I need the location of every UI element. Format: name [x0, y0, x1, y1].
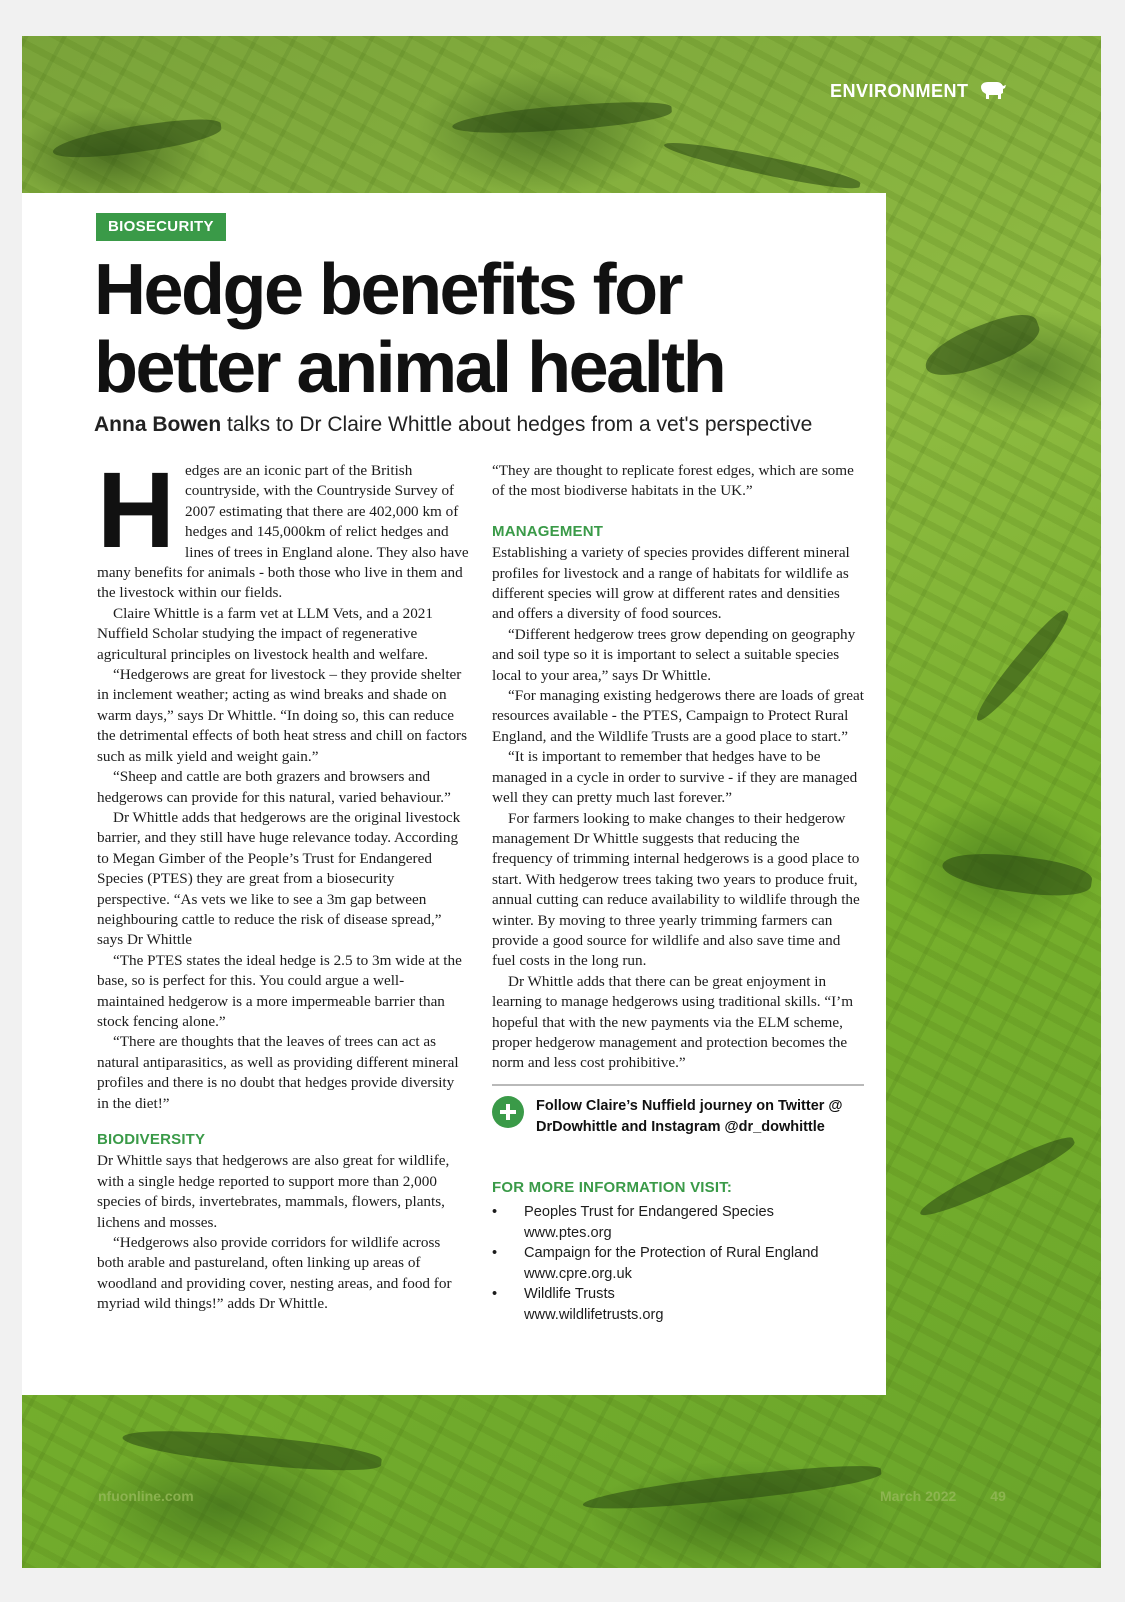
- field-hedge: [915, 1131, 1078, 1223]
- list-item: [492, 1284, 864, 1325]
- list-item: [492, 1202, 864, 1243]
- body-paragraph: “They are thought to replicate forest edges, which are some of the most biodiverse habitats in the UK.”: [492, 462, 854, 500]
- resource-name: Peoples Trust for Endangered Species: [524, 1204, 774, 1221]
- resource-name: Campaign for the Protection of Rural England: [524, 1245, 819, 1262]
- page-number: 49: [990, 1488, 1006, 1504]
- intro-paragraph: edges are an iconic part of the British countryside, with the Countryside Survey of 2007 estimating that there are 402,000 km of hedges and 145,000km of relict hedges and lines of trees in England alone. They also have many benefits for animals - both those who live in them and the livestock within our fields.: [97, 462, 469, 602]
- body-paragraph: “Different hedgerow trees grow depending on geography and soil type so it is important to select a suitable species local to your area,” says Dr Whittle.: [492, 625, 856, 684]
- body-paragraph: “There are thoughts that the leaves of trees can act as natural antiparasitics, as well as providing different mineral profiles and there is no doubt that hedges provide diversity in the diet!”: [97, 1033, 459, 1112]
- section-label-text: ENVIRONMENT: [830, 81, 969, 101]
- body-paragraph: Dr Whittle adds that hedgerows are the original livestock barrier, and they still have huge relevance today. According to Megan Gimber of the People’s Trust for Endangered Species (PTES) they are great from a biosecurity perspective. “As vets we like to see a 3m gap between neighbouring cattle to reduce the risk of disease spread,” says Dr Whittle: [97, 808, 461, 949]
- drop-cap: H: [97, 449, 175, 570]
- plus-circle-icon: [492, 1096, 524, 1128]
- body-paragraph: “It is important to remember that hedges have to be managed in a cycle in order to survive - if they are managed well they can pretty much last forever.”: [492, 748, 858, 807]
- cow-icon: [977, 78, 1007, 105]
- follow-box: [492, 1096, 864, 1138]
- footer-right: [880, 1488, 1006, 1504]
- subhead-management: MANAGEMENT: [492, 522, 604, 540]
- field-hedge: [582, 1460, 883, 1515]
- headline-line-1: Hedge benefits for: [94, 250, 682, 330]
- headline-line-2: better animal health: [94, 328, 725, 408]
- field-hedge: [969, 606, 1074, 726]
- right-column: [492, 461, 864, 1325]
- divider: [492, 1084, 864, 1086]
- body-paragraph: Dr Whittle adds that there can be great enjoyment in learning to manage hedgerows using traditional skills. “I’m hopeful that with the new payments via the ELM scheme, proper hedgerow management and protection becomes the norm and less cost prohibitive.”: [492, 972, 854, 1072]
- category-tag: BIOSECURITY: [96, 213, 226, 241]
- field-hedge: [940, 846, 1094, 903]
- resource-link[interactable]: www.wildlifetrusts.org: [524, 1306, 664, 1323]
- body-paragraph: Claire Whittle is a farm vet at LLM Vets, and a 2021 Nuffield Scholar studying the impact of regenerative agricultural principles on livestock health and welfare.: [97, 604, 433, 663]
- body-paragraph: “Hedgerows also provide corridors for wildlife across both arable and pastureland, often linking up areas of woodland and providing cover, nesting areas, and food for myriad wild things!” adds Dr Whittle.: [97, 1234, 452, 1313]
- body-paragraph: “Hedgerows are great for livestock – they provide shelter in inclement weather; acting as wind breaks and shade on warm days,” says Dr Whittle. “In doing so, this can reduce the detrimental effects of both heat stress and chill on factors such as milk yield and weight gain.”: [97, 666, 468, 765]
- list-item: [492, 1243, 864, 1284]
- resource-name: Wildlife Trusts: [524, 1286, 615, 1303]
- field-hedge: [662, 135, 861, 194]
- headline: [94, 251, 864, 407]
- magazine-page: [22, 36, 1101, 1568]
- article-card: [22, 193, 886, 1395]
- info-heading: FOR MORE INFORMATION VISIT:: [492, 1178, 733, 1196]
- field-hedge: [51, 114, 223, 163]
- standfirst-text: talks to Dr Claire Whittle about hedges from a vet's perspective: [221, 413, 813, 436]
- subhead-biodiversity: BIODIVERSITY: [97, 1131, 206, 1148]
- left-column: [97, 449, 469, 1315]
- follow-text: [536, 1096, 843, 1138]
- body-paragraph: For farmers looking to make changes to their hedgerow management Dr Whittle suggests that reducing the frequency of trimming internal hedgerows is a good place to start. With hedgerow trees taking two years to produce fruit, annual cutting can reduce availability to wildlife through the winter. By moving to three yearly trimming farmers can provide a good source for wildlife and also save time and fuel costs in the long run.: [492, 809, 860, 970]
- section-label: [830, 78, 1007, 105]
- standfirst: [94, 413, 874, 437]
- footer-date: March 2022: [880, 1488, 957, 1504]
- field-hedge: [451, 98, 672, 137]
- body-paragraph: Dr Whittle says that hedgerows are also great for wildlife, with a single hedge reported to support more than 2,000 species of birds, invertebrates, mammals, flowers, plants, lichens and mosses.: [97, 1152, 450, 1231]
- body-paragraph: “Sheep and cattle are both grazers and browsers and hedgerows can provide for this natural, varied behaviour.”: [97, 768, 451, 806]
- info-list: [492, 1202, 864, 1325]
- footer-site: nfuonline.com: [98, 1488, 194, 1504]
- body-paragraph: “For managing existing hedgerows there are loads of great resources available - the PTES, Campaign to Protect Rural England, and the Wildlife Trusts are a good place to start.”: [492, 687, 864, 745]
- field-hedge: [919, 307, 1045, 386]
- resource-link[interactable]: www.ptes.org: [524, 1224, 612, 1241]
- follow-line-1: Follow Claire’s Nuffield journey on Twitter @: [536, 1097, 843, 1114]
- field-hedge: [121, 1422, 383, 1477]
- body-paragraph: “The PTES states the ideal hedge is 2.5 to 3m wide at the base, so is perfect for this. You could argue a well-maintained hedgerow is a more impermeable barrier than stock fencing alone.”: [97, 951, 462, 1030]
- follow-line-2: DrDowhittle and Instagram @dr_dowhittle: [536, 1118, 825, 1135]
- resource-link[interactable]: www.cpre.org.uk: [524, 1265, 632, 1282]
- body-paragraph: Establishing a variety of species provides different mineral profiles for livestock and a range of habitats for wildlife as different species will grow at different rates and densities and offers a diversity of food sources.: [492, 544, 850, 623]
- author-name: Anna Bowen: [94, 413, 222, 436]
